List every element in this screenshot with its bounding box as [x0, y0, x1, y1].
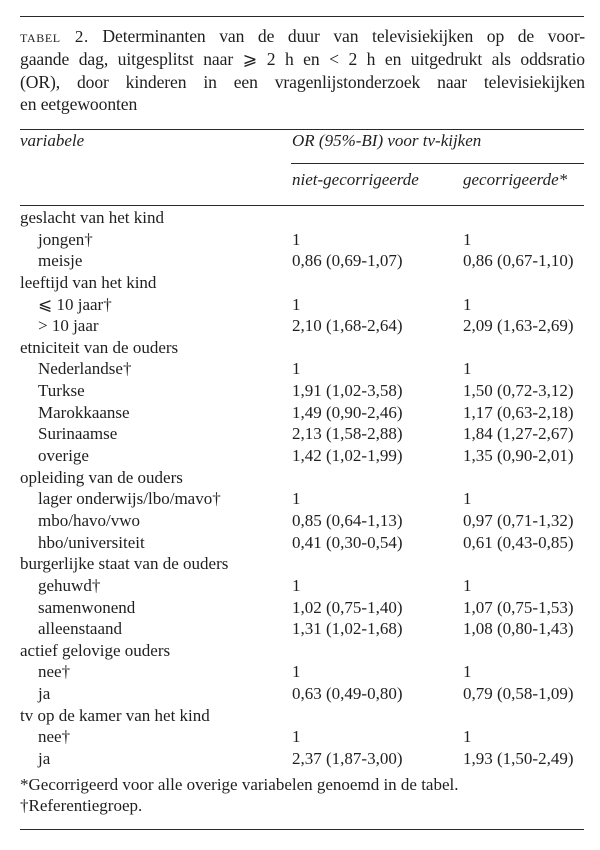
footnote-adjusted: *Gecorrigeerd voor alle overige variabelen genoemd in de tabel.: [20, 775, 459, 794]
cell-adjusted-or: 1,84 (1,27-2,67): [463, 424, 574, 444]
row-label: etniciteit van de ouders: [20, 337, 179, 357]
table-group-row: [20, 640, 585, 662]
row-label: Turkse: [38, 381, 85, 401]
cell-unadjusted-or: 2,13 (1,58-2,88): [292, 424, 403, 444]
table-row: [20, 575, 585, 597]
row-label: > 10 jaar: [38, 316, 99, 336]
cell-unadjusted-or: 0,41 (0,30-0,54): [292, 532, 403, 552]
table-row: [20, 229, 585, 251]
table-row: [20, 748, 585, 770]
row-label: Surinaamse: [38, 424, 118, 444]
table-group-row: [20, 207, 585, 229]
row-label: mbo/havo/vwo: [38, 510, 140, 530]
cell-adjusted-or: 1: [463, 229, 472, 249]
cell-adjusted-or: 1: [463, 727, 472, 747]
row-label: samenwonend: [38, 597, 136, 617]
cell-unadjusted-or: 1: [292, 294, 301, 314]
row-label: opleiding van de ouders: [20, 467, 183, 487]
cell-unadjusted-or: 1,49 (0,90-2,46): [292, 402, 403, 422]
cell-adjusted-or: 1: [463, 575, 472, 595]
column-header-variable: variabele: [20, 131, 85, 150]
table-row: [20, 402, 585, 424]
caption-label: tabel 2.: [20, 27, 89, 46]
cell-unadjusted-or: 0,86 (0,69-1,07): [292, 251, 403, 271]
cell-unadjusted-or: 2,37 (1,87-3,00): [292, 749, 403, 769]
row-label: actief gelovige ouders: [20, 640, 171, 660]
table-row: [20, 618, 585, 640]
row-label: tv op de kamer van het kind: [20, 705, 210, 725]
row-label: ja: [38, 684, 51, 704]
cell-unadjusted-or: 1: [292, 489, 301, 509]
cell-adjusted-or: 1,35 (0,90-2,01): [463, 446, 574, 466]
row-label: overige: [38, 446, 89, 466]
table-group-row: [20, 553, 585, 575]
cell-unadjusted-or: 1,31 (1,02-1,68): [292, 619, 403, 639]
caption-line-3: (OR), door kinderen in een vragenlijstonderzoek naar televisiekijken: [20, 71, 585, 92]
cell-adjusted-or: 1: [463, 294, 472, 314]
row-label: nee†: [38, 727, 71, 747]
cell-unadjusted-or: 1,91 (1,02-3,58): [292, 381, 403, 401]
cell-unadjusted-or: 0,63 (0,49-0,80): [292, 684, 403, 704]
table-row: [20, 294, 585, 316]
table-row: [20, 597, 585, 619]
row-label: burgerlijke staat van de ouders: [20, 554, 229, 574]
cell-adjusted-or: 2,09 (1,63-2,69): [463, 316, 574, 336]
table-group-row: [20, 337, 585, 359]
cell-adjusted-or: 1,17 (0,63-2,18): [463, 402, 574, 422]
row-label: jongen†: [38, 229, 93, 249]
row-label: hbo/universiteit: [38, 532, 145, 552]
row-label: geslacht van het kind: [20, 208, 164, 227]
row-label: nee†: [38, 662, 71, 682]
cell-adjusted-or: 0,61 (0,43-0,85): [463, 532, 574, 552]
row-label: ⩽ 10 jaar†: [38, 294, 112, 314]
cell-unadjusted-or: 1: [292, 662, 301, 682]
table-row: [20, 661, 585, 683]
table-row: [20, 315, 585, 337]
cell-unadjusted-or: 1,02 (0,75-1,40): [292, 597, 403, 617]
table-row: [20, 380, 585, 402]
table-body: [20, 207, 585, 770]
row-label: meisje: [38, 251, 83, 271]
cell-adjusted-or: 1,08 (0,80-1,43): [463, 619, 574, 639]
table-row: [20, 510, 585, 532]
cell-adjusted-or: 0,86 (0,67-1,10): [463, 251, 574, 271]
bottom-rule: [20, 829, 584, 830]
table-row: [20, 358, 585, 380]
row-label: Nederlandse†: [38, 359, 132, 379]
cell-unadjusted-or: 1: [292, 359, 301, 379]
table-row: [20, 250, 585, 272]
cell-adjusted-or: 1: [463, 662, 472, 682]
cell-unadjusted-or: 1: [292, 575, 301, 595]
row-label: gehuwd†: [38, 575, 101, 595]
footnote-reference: †Referentiegroep.: [20, 796, 143, 815]
row-label: Marokkaanse: [38, 402, 130, 422]
row-label: ja: [38, 749, 51, 769]
cell-adjusted-or: 1,93 (1,50-2,49): [463, 749, 574, 769]
table-row: [20, 488, 585, 510]
cell-unadjusted-or: 0,85 (0,64-1,13): [292, 510, 403, 530]
table-caption: [20, 25, 585, 116]
cell-adjusted-or: 1,50 (0,72-3,12): [463, 381, 574, 401]
column-header-unadjusted: niet-gecorrigeerde: [292, 170, 419, 189]
column-header-adjusted: gecorrigeerde*: [463, 170, 568, 189]
cell-adjusted-or: 1,07 (0,75-1,53): [463, 597, 574, 617]
top-rule: [20, 16, 584, 17]
cell-unadjusted-or: 1,42 (1,02-1,99): [292, 446, 403, 466]
cell-adjusted-or: 1: [463, 359, 472, 379]
cell-unadjusted-or: 1: [292, 727, 301, 747]
table-row: [20, 683, 585, 705]
table-row: [20, 726, 585, 748]
caption-line-1: tabel 2. Determinanten van de duur van televisiekijken op de voor-: [20, 26, 585, 46]
table-group-row: [20, 705, 585, 727]
cell-unadjusted-or: 1: [292, 229, 301, 249]
row-label: alleenstaand: [38, 619, 123, 639]
table-group-row: [20, 272, 585, 294]
table-group-row: [20, 467, 585, 489]
column-group-header-or: OR (95%-BI) voor tv-kijken: [292, 131, 482, 150]
caption-line-2: gaande dag, uitgesplitst naar ⩾ 2 h en < 2 h en uitgedrukt als oddsratio: [20, 49, 585, 70]
table-row: [20, 532, 585, 554]
cell-adjusted-or: 0,97 (0,71-1,32): [463, 510, 574, 530]
caption-line-4: en eetgewoonten: [20, 94, 138, 115]
row-label: leeftijd van het kind: [20, 272, 157, 292]
table-row: [20, 445, 585, 467]
cell-adjusted-or: 1: [463, 489, 472, 509]
cell-unadjusted-or: 2,10 (1,68-2,64): [292, 316, 403, 336]
row-label: lager onderwijs/lbo/mavo†: [38, 489, 221, 509]
table-row: [20, 423, 585, 445]
cell-adjusted-or: 0,79 (0,58-1,09): [463, 684, 574, 704]
subheader-rule: [291, 163, 584, 164]
